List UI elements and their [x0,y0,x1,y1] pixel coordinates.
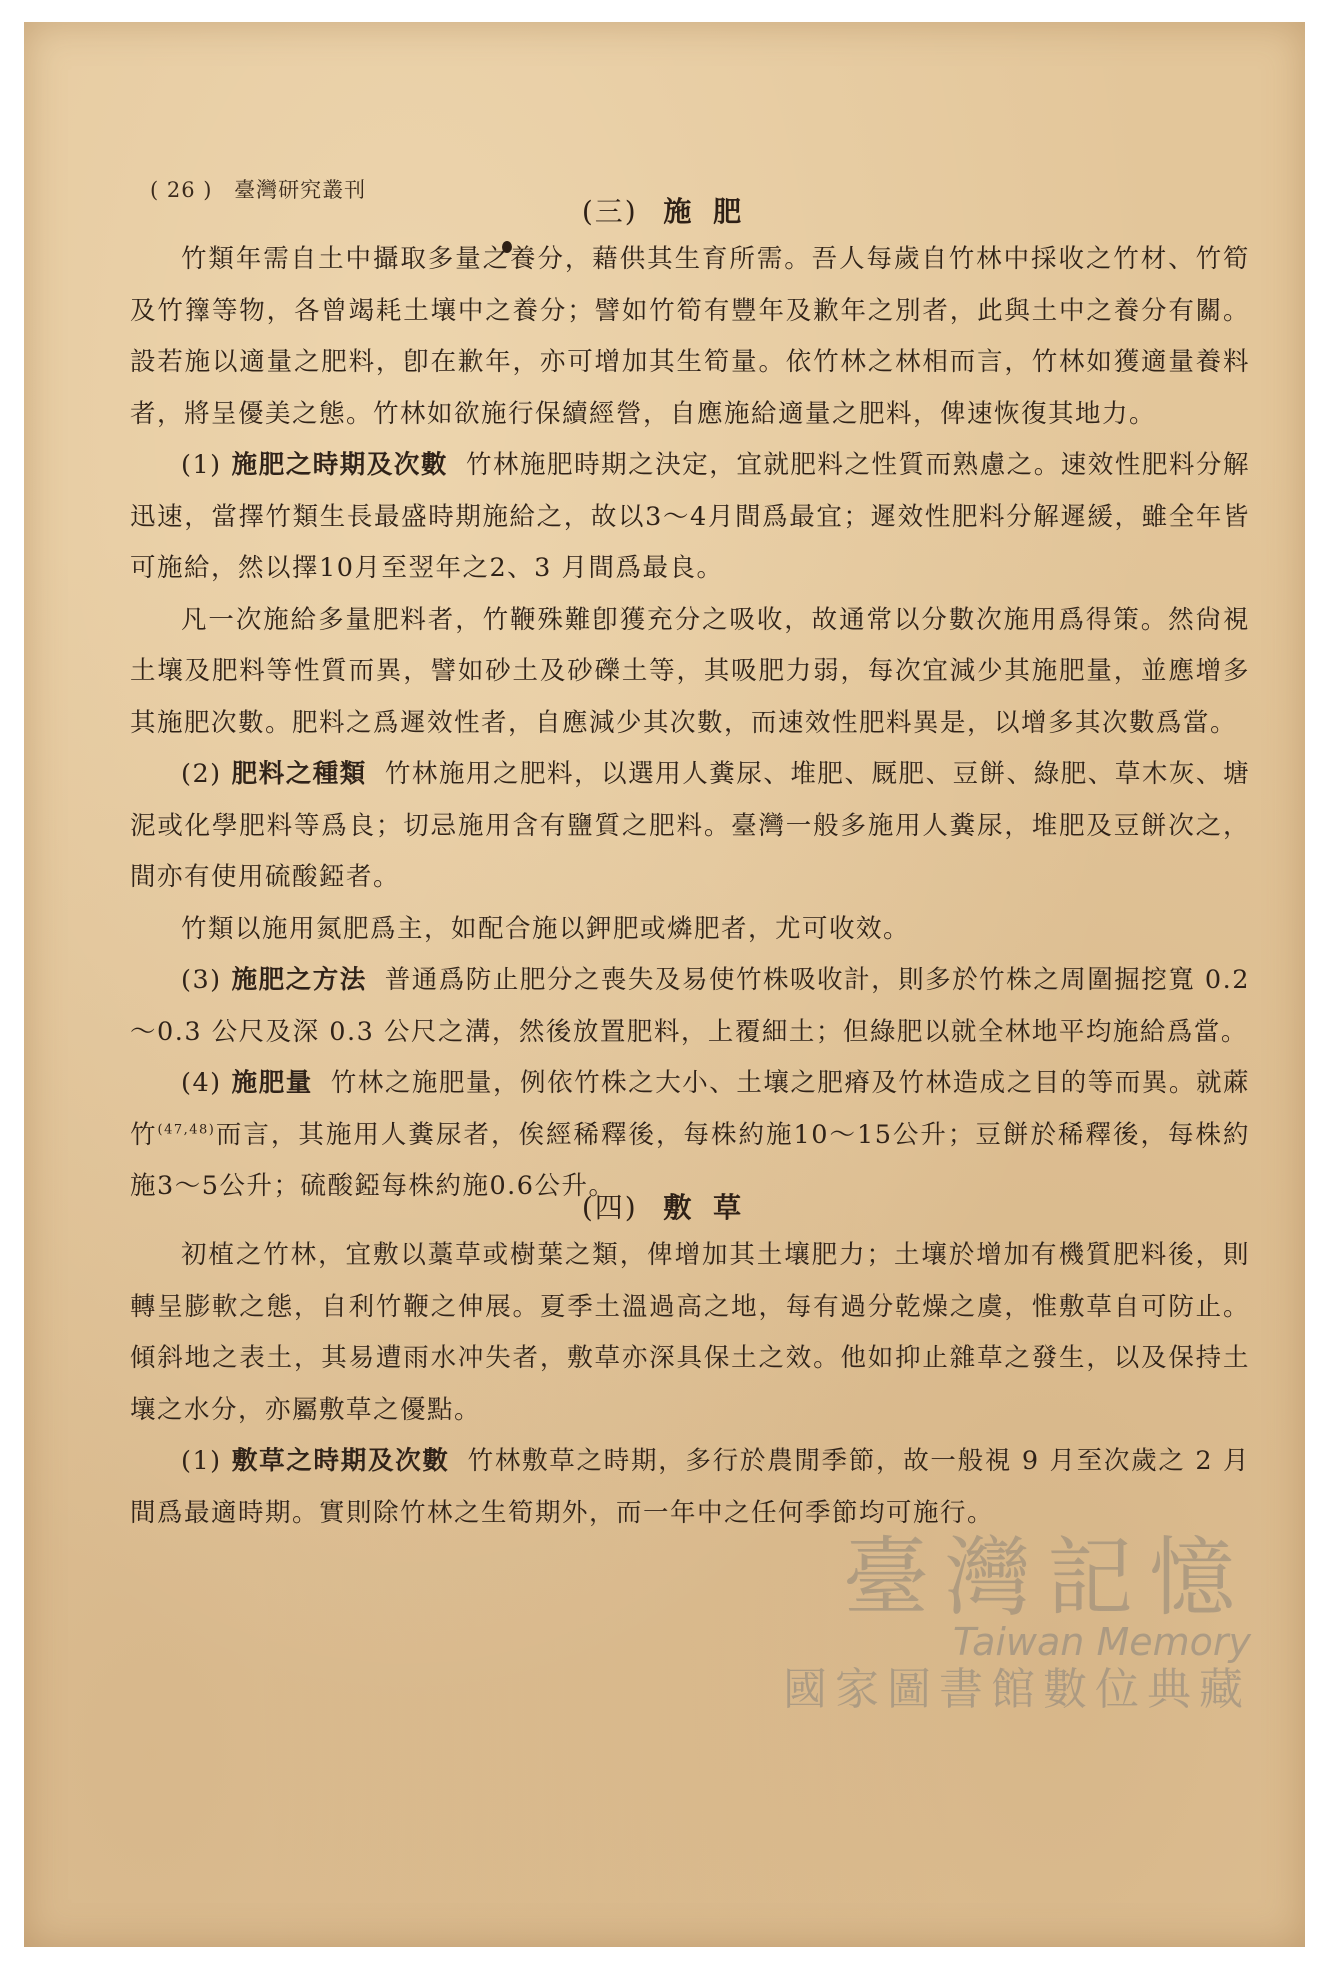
watermark-organization: 國家圖書館數位典藏 [783,1664,1251,1715]
item-number: (1) [181,1446,222,1476]
journal-title: 臺灣研究叢刊 [234,178,367,202]
reference-superscript: (47,48) [157,1122,216,1137]
section-title: 敷 草 [663,1191,748,1224]
item-heading: 施肥之方法 [231,965,367,995]
paragraph-fertilizer-types [130,749,1250,904]
section-heading-fertilizing [24,190,1305,230]
paragraph-intro: 初植之竹林，宜敷以藁草或樹葉之類，俾增加其土壤肥力；土壤於增加有機質肥料後，則轉呈膨軟之態，自利竹鞭之伸展。夏季土溫過高之地，每有過分乾燥之虞，惟敷草自可防止。傾斜地之表土，其易遭雨水冲失者，敷草亦深具保土之效。他如抑止雜草之發生，以及保持土壤之水分，亦屬敷草之優點。 [130,1240,1250,1425]
item-heading: 肥料之種類 [231,759,367,789]
paragraph-method [130,955,1250,1058]
paragraph-split-application: 凡一次施給多量肥料者，竹鞭殊難卽獲充分之吸收，故通常以分數次施用爲得策。然尙視土壤及肥料等性質而異，譬如砂土及砂礫土等，其吸肥力弱，每次宜減少其施肥量，並應增多其施肥次數。肥料之爲遲效性者，自應減少其次數，而速效性肥料異是，以增多其次數爲當。 [130,604,1250,738]
paragraph-nitrogen: 竹類以施用氮肥爲主，如配合施以鉀肥或燐肥者，尤可收效。 [181,913,911,944]
section-heading-mulching [24,1186,1305,1226]
item-text: 普通爲防止肥分之喪失及易使竹株吸收計，則多於竹株之周圍掘挖寬 0.2～0.3 公尺及深 0.3 公尺之溝，然後放置肥料，上覆細土；但綠肥以就全林地平均施給爲當。 [130,965,1250,1047]
item-number: (1) [181,450,222,480]
watermark-main: 臺灣記憶 [843,1528,1251,1628]
archive-watermark [783,1530,1251,1718]
section-body-fertilizing [130,234,1250,1213]
paragraph-mulch-timing [130,1436,1250,1539]
page-number: ( 26 ) [150,178,213,202]
item-text-continued: 而言，其施用人糞尿者，俟經稀釋後，每株約施10～15公升；豆餅於稀釋後，每株約施3～5公升；硫酸錏每株約施0.6公升。 [130,1119,1250,1201]
item-text: 竹林敷草之時期，多行於農閒季節，故一般視 9 月至次歲之 2 月間爲最適時期。實則除竹林之生筍期外，而一年中之任何季節均可施行。 [130,1446,1250,1528]
item-text: 竹林之施肥量，例依竹株之大小、土壤之肥瘠及竹林造成之目的等而異。就蔴竹 [130,1068,1250,1150]
section-number: (四) [581,1191,638,1224]
paragraph-intro: 竹類年需自土中攝取多量之養分，藉供其生育所需。吾人每歲自竹林中採收之竹材、竹筍及竹籜等物，各曾竭耗土壤中之養分；譬如竹筍有豐年及歉年之別者，此與土中之養分有關。設若施以適量之肥料，卽在歉年，亦可增加其生筍量。依竹林之林相而言，竹林如獲適量養料者，將呈優美之態。竹林如欲施行保續經營，自應施給適量之肥料，俾速恢復其地力。 [130,244,1250,429]
item-text: 竹林施肥時期之決定，宜就肥料之性質而熟慮之。速效性肥料分解迅速，當擇竹類生長最盛時期施給之，故以3～4月間爲最宜；遲效性肥料分解遲緩，雖全年皆可施給，然以擇10月至翌年之2、3 月間爲最良。 [130,450,1250,583]
section-title: 施 肥 [663,195,748,228]
item-heading: 施肥量 [231,1068,313,1098]
paragraph-timing [130,440,1250,595]
section-body-mulching [130,1230,1250,1539]
watermark-english: Taiwan Memory [952,1620,1251,1664]
item-number: (2) [181,759,222,789]
section-number: (三) [581,195,638,228]
item-number: (3) [181,965,222,995]
item-number: (4) [181,1068,222,1098]
item-heading: 施肥之時期及次數 [231,450,448,480]
item-text: 竹林施用之肥料，以選用人糞尿、堆肥、厩肥、豆餅、綠肥、草木灰、塘泥或化學肥料等爲良；切忌施用含有鹽質之肥料。臺灣一般多施用人糞尿，堆肥及豆餅次之，間亦有使用硫酸錏者。 [130,759,1250,892]
item-heading: 敷草之時期及次數 [231,1446,450,1476]
scanned-page [24,22,1305,1947]
